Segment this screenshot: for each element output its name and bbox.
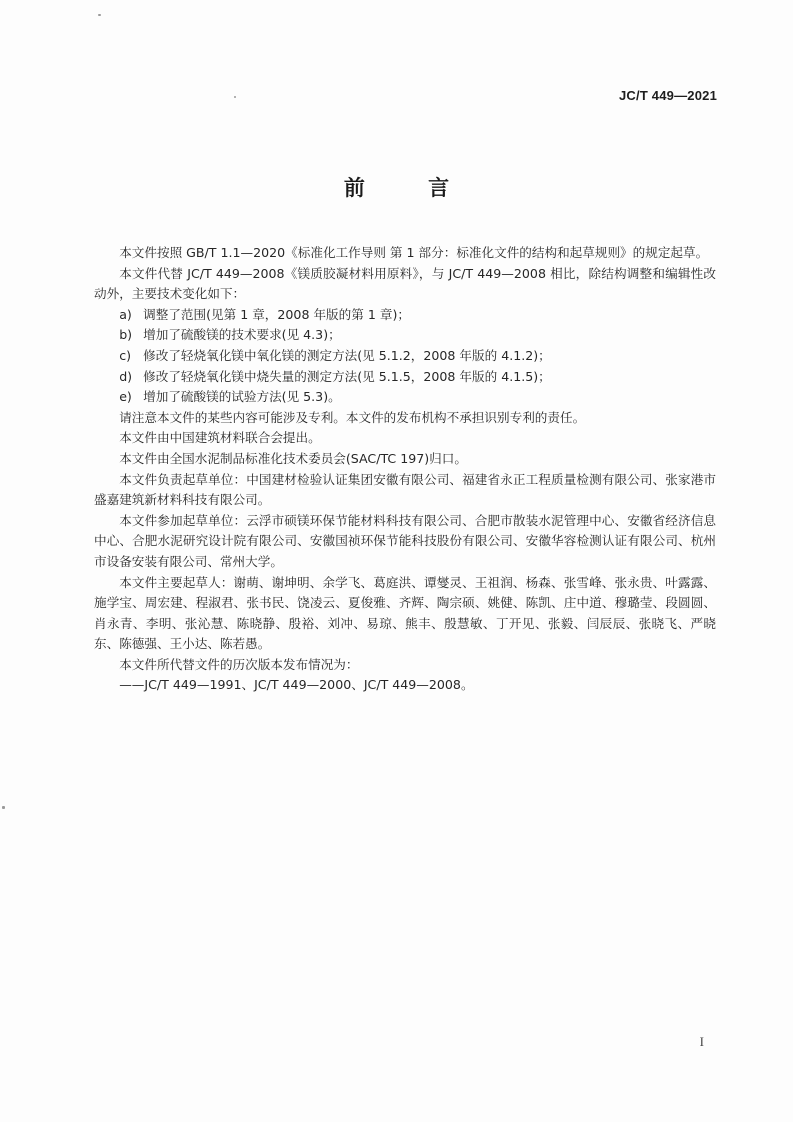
change-item-letter: d) xyxy=(119,368,133,384)
scan-speck xyxy=(234,96,236,98)
change-item xyxy=(94,325,716,346)
standard-code: JC/T 449—2021 xyxy=(619,88,717,103)
scan-speck xyxy=(98,14,101,16)
change-item-text: 增加了硫酸镁的试验方法(见 5.3)。 xyxy=(143,389,341,405)
change-item-text: 修改了轻烧氧化镁中氧化镁的测定方法(见 5.1.2，2008 年版的 4.1.2)； xyxy=(143,347,551,363)
change-item xyxy=(94,367,716,388)
change-item xyxy=(94,346,716,367)
paragraph-replacement: 本文件代替 JC/T 449—2008《镁质胶凝材料用原料》，与 JC/T 449—2008 相比，除结构调整和编辑性改动外，主要技术变化如下： xyxy=(94,265,716,302)
change-item-letter: b) xyxy=(119,327,133,343)
change-item-letter: e) xyxy=(119,389,132,405)
paragraph-main-drafters: 本文件主要起草人：谢萌、谢坤明、余学飞、葛庭洪、谭燮灵、王祖润、杨森、张雪峰、张永贵、叶露露、施学宝、周宏建、程淑君、张书民、饶凌云、夏俊雅、齐辉、陶宗硕、姚健、陈凯、庄中道、穆璐莹、段圆圆、肖永青、李明、张沁慧、陈晓静、殷裕、刘冲、易琼、熊丰、殷慧敏、丁开见、张毅、闫辰辰、张晓飞、严晓东、陈德强、王小达、陈若愚。 xyxy=(94,574,716,652)
paragraph-drafting-rules: 本文件按照 GB/T 1.1—2020《标准化工作导则 第 1 部分：标准化文件的结构和起草规则》的规定起草。 xyxy=(119,245,709,260)
change-item-text: 增加了硫酸镁的技术要求(见 4.3)； xyxy=(143,327,341,343)
foreword-body xyxy=(94,243,716,696)
paragraph-patent-notice: 请注意本文件的某些内容可能涉及专利。本文件的发布机构不承担识别专利的责任。 xyxy=(119,409,586,425)
change-item-text: 修改了轻烧氧化镁中烧失量的测定方法(见 5.1.5，2008 年版的 4.1.5)； xyxy=(143,368,551,384)
paragraph-history-versions: ——JC/T 449—1991、JC/T 449—2000、JC/T 449—2008。 xyxy=(119,677,474,693)
change-item xyxy=(94,305,716,326)
change-item-text: 调整了范围(见第 1 章，2008 年版的第 1 章)； xyxy=(143,306,410,322)
paragraph-history-intro: 本文件所代替文件的历次版本发布情况为： xyxy=(119,656,359,672)
paragraph-participating-drafters: 本文件参加起草单位：云浮市硕镁环保节能材料科技有限公司、合肥市散装水泥管理中心、安徽省经济信息中心、合肥水泥研究设计院有限公司、安徽国祯环保节能科技股份有限公司、安徽华容检测认证有限公司、杭州市设备安装有限公司、常州大学。 xyxy=(94,512,716,569)
page-title: 前 言 xyxy=(343,176,478,200)
change-item-letter: a) xyxy=(119,306,132,322)
page-number: I xyxy=(699,1034,704,1049)
scan-speck xyxy=(2,806,5,809)
paragraph-proposed-by: 本文件由中国建筑材料联合会提出。 xyxy=(119,430,321,446)
change-item xyxy=(94,387,716,408)
change-item-letter: c) xyxy=(119,347,132,363)
paragraph-centralized-by: 本文件由全国水泥制品标准化技术委员会(SAC/TC 197)归口。 xyxy=(119,450,467,466)
paragraph-responsible-drafters: 本文件负责起草单位：中国建材检验认证集团安徽有限公司、福建省永正工程质量检测有限公司、张家港市盛嘉建筑新材料科技有限公司。 xyxy=(94,471,716,508)
